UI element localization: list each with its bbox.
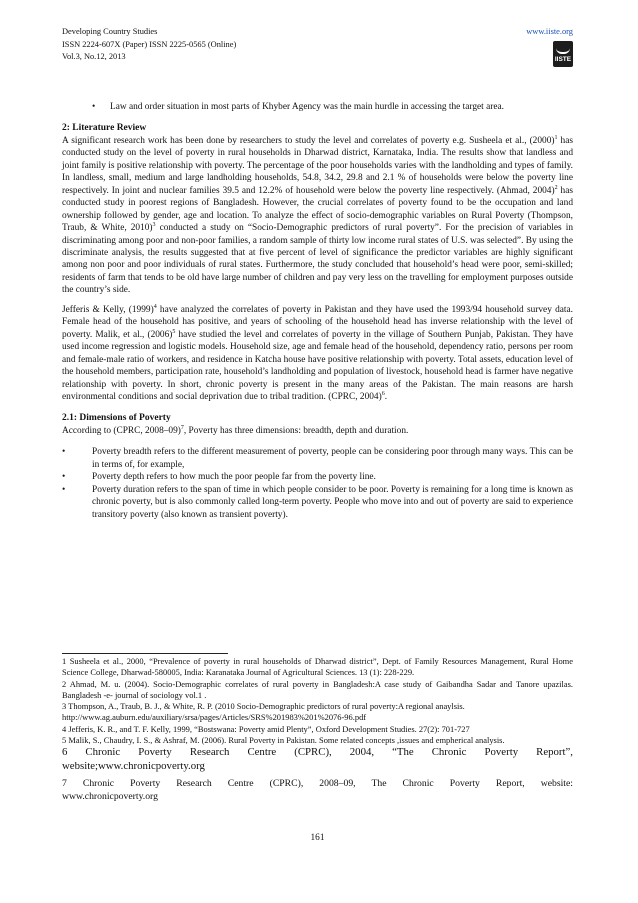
paragraph: Jefferis & Kelly, $(1999)^4$ have analyzed the correlates of poverty in Pakistan and they have used the 1993/94 household survey data. Female head of the household has positive, and years of schooling of the household head has inverse relationship with the level of poverty. Malik, et al., $(2006)^5$ have studied the level and correlates of poverty in the village of Southern Punjab, Pakistan. They have used income regression and logistic models. Household size, age and female head of the household, dependency ratio, persons per room and female-male ratio of workers, and residence in Katcha house have positive relationship with poverty. Total assets, education level of the household members, participation rate, household’s landholding and population of livestock, household head is farmer have negative relationship with poverty. In short, chronic poverty is present in the many areas of the Pakistan. The main reasons are harsh environmental conditions and social deprivation due to tribal tradition. (CPRC, 2004)$^6$. [62,303,573,403]
footnotes [62,656,573,803]
paragraph: According to (CPRC, 2008–09)$^7$, Poverty has three dimensions: breadth, depth and duration. [62,424,409,436]
footnote-ref: 5 [172,328,176,335]
footnote-ref: 7 [180,424,184,431]
footnote-3: 3 Thompson, A., Traub, B. J., & White, R. P. (2010 Socio-Demographic predictors of rural poverty:A regional anaylsis. [62,701,465,712]
footnote-5: 5 Malik, S., Chaudry, I. S., & Ashraf, M. (2006). Rural Poverty in Pakistan. Some related concepts ,issues and empherical analysis. [62,735,505,746]
journal-volume: Vol.3, No.12, 2013 [62,52,126,61]
footnote-divider [62,653,228,654]
footnote-ref: 6 [381,391,385,398]
footnote-ref: 2 [554,184,558,191]
intro-bullet-list [62,101,573,113]
main-content [62,101,573,521]
logo-text: IISTE [554,56,572,63]
list-item: • Poverty depth refers to how much the poor people far from the poverty line. [62,472,376,483]
section-heading-literature-review: 2: Literature Review [62,123,147,134]
footnote-ref: 4 [153,303,157,310]
list-item: • Law and order situation in most parts of Khyber Agency was the main hurdle in accessing the target area. [92,102,504,112]
bullet-icon: • [62,472,66,483]
footnote-7: 7 Chronic Poverty Research Centre (CPRC), 2008–09, The Chronic Poverty Report, website: [62,777,573,789]
iiste-logo [553,41,573,67]
journal-issn: ISSN 2224-607X (Paper) ISSN 2225-0565 (Online) [62,39,237,49]
footnote-3-url[interactable]: http://www.ag.auburn.edu/auxiliary/srsa/pages/Articles/SRS%201983%201%2076-96.pdf [62,712,367,723]
journal-info [62,26,236,64]
footnote-6-website[interactable]: website;www.chronicpoverty.org [62,759,205,772]
bullet-icon: • [62,484,66,495]
page-number: 161 [310,833,325,843]
footnote-1: 1 Susheela et al., 2000, “Prevalence of poverty in rural households of Dharwad district”, Dept. of Family Resources Management, Rural Home Science College, Dharwad-580005, India: Karanataka Journal of Agricultural Sciences. 13 (1): 228-229. [62,656,573,678]
footnote-7-website[interactable]: www.chronicpoverty.org [62,790,158,802]
footnote-ref: 3 [152,222,156,229]
journal-website-link[interactable]: www.iiste.org [526,27,573,36]
paragraph: A significant research work has been done by researchers to study the level and correlates of poverty e.g. Susheela et al., $(2000)^1$ has conducted study on the level of poverty in rural households in Dharwad district, Karnataka, India. The results show that landless and joint family is positive relationship with poverty. The percentage of the poor households varies with the landholding and types of family. In landless, small, medium and large landholding households, 54.8, 34.2, 29.8 and 2.1 % of households were below the poverty line respectively. In joint and nuclear families 39.5 and 12.2% of household were below the poverty line respectively. (Ahmad, 2004)$^2$ has conducted study in poorest regions of Bangladesh. However, the crucial correlates of poverty found to be the occupation and land ownership followed by gender, age and location. To analyze the effect of socio-demographic variables on Rural Poverty (Thompson, Traub, & White, 2010)$^3$ conducted a study on “Socio-Demographic predictors of rural poverty”. For the precision of variables in discriminating among poor and non-poor families, a random sample of thirty low income rural states of U.S. was selected”. By using the discriminate analysis, the results suggested that at five percent of level of significance the predictor variables are highly significant among non poor and poor individuals of rural states. Furthermore, the study concluded that household’s head were poor, semi-skilled; residents of farm that tends to be old have large number of children and pay very less on the travelling for employment purposes outside the country’s side. [62,134,573,296]
footnote-6: 6 Chronic Poverty Research Centre (CPRC), 2004, “The Chronic Poverty Report”, [62,746,573,759]
list-item: • Poverty breadth refers to the different measurement of poverty, people can be considering poor through many ways. This can be in terms of, for example, [62,447,573,470]
footnote-2: 2 Ahmad, M. u. (2004). Socio-Demographic correlates of rural poverty in Bangladesh:A case study of Gaibandha Sadar and Tanore upazilas. Bangladesh -e- journal of sociology vol.1 . [62,678,573,700]
dimensions-bullet-list [62,446,573,521]
bullet-icon: • [92,102,96,112]
section-heading-dimensions-of-poverty: 2.1: Dimensions of Poverty [62,413,171,424]
list-item: • Poverty duration refers to the span of time in which people consider to be poor. Poverty is remaining for a long time is known as chronic poverty, but is also commonly called long-term poverty. People who move into and out of poverty are said to experience transitory poverty (also known as transient poverty). [62,484,573,520]
bullet-icon: • [62,447,66,458]
journal-name: Developing Country Studies [62,27,158,36]
page [62,0,573,903]
footnote-ref: 1 [554,134,558,141]
footnote-4: 4 Jefferis, K. R., and T. F. Kelly, 1999, “Bostswana: Poverty amid Plenty”, Oxford Development Studies. 27(2): 701-727 [62,723,470,734]
